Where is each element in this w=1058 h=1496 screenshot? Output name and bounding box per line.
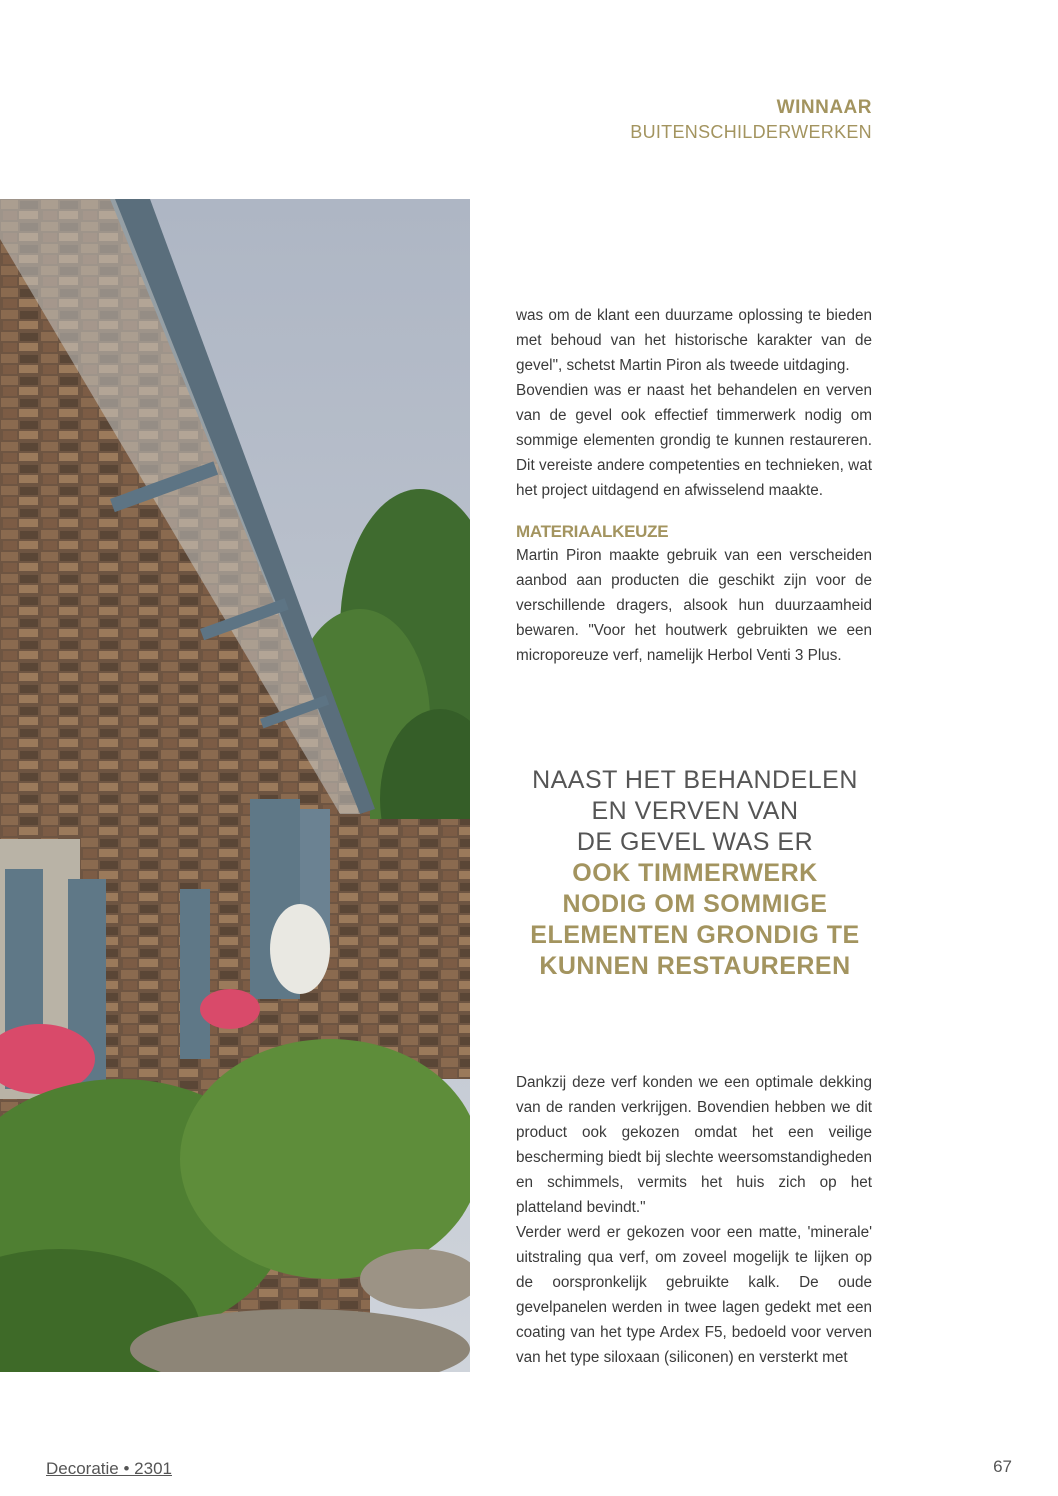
pull-quote-highlight: NODIG OM SOMMIGE bbox=[562, 890, 828, 918]
page-number: 67 bbox=[993, 1457, 1012, 1476]
pull-quote-highlight: ELEMENTEN GRONDIG TE bbox=[530, 921, 860, 949]
article-header bbox=[630, 96, 872, 144]
pull-quote-line: NAAST HET BEHANDELEN bbox=[532, 766, 858, 794]
pull-quote-highlight: KUNNEN RESTAUREREN bbox=[539, 952, 851, 980]
paragraph: was om de klant een duurzame oplossing te bieden met behoud van het historische karakter van de gevel", schetst Martin Piron als tweede uitdaging. bbox=[516, 307, 872, 374]
header-kicker: WINNAAR bbox=[776, 97, 872, 118]
pull-quote-highlight: OOK TIMMERWERK bbox=[572, 859, 818, 887]
paragraph: Dankzij deze verf konden we een optimale dekking van de randen verkrijgen. Bovendien hebben we dit product ook gekozen omdat het een veilige bescherming biedt bij slechte weersomstandigheden en schimmels, vermits het huis zich op het platteland bevindt." bbox=[516, 1074, 872, 1216]
text-column-bottom bbox=[516, 1070, 872, 1370]
paragraph: Martin Piron maakte gebruik van een verscheiden aanbod aan producten die geschikt zijn voor de verschillende dragers, alsook hun duurzaamheid bewaren. "Voor het houtwerk gebruikten we een microporeuze verf, namelijk Herbol Venti 3 Plus. bbox=[516, 547, 872, 664]
text-column-top bbox=[516, 303, 872, 668]
header-section: BUITENSCHILDERWERKEN bbox=[630, 122, 872, 142]
pull-quote-line: EN VERVEN VAN bbox=[591, 797, 799, 825]
paragraph: Bovendien was er naast het behandelen en verven van de gevel ook effectief timmerwerk nodig om sommige elementen grondig te kunnen restaureren. Dit vereiste andere competenties en technieken, wat het project uitdagend en afwisselend maakte. bbox=[516, 382, 872, 499]
magazine-footer-link[interactable]: Decoratie • 2301 bbox=[46, 1459, 172, 1478]
subheading-materiaalkeuze: MATERIAALKEUZE bbox=[516, 522, 669, 541]
pull-quote bbox=[500, 765, 890, 982]
pull-quote-line: DE GEVEL WAS ER bbox=[576, 828, 814, 856]
paragraph: Verder werd er gekozen voor een matte, 'minerale' uitstraling qua verf, om zoveel mogelijk te lijken op de oorspronkelijk gebruikte kalk. De oude gevelpanelen werden in twee lagen gedekt met een coating van het type Ardex F5, bedoeld voor verven van het type siloxaan (siliconen) en versterkt met bbox=[516, 1224, 872, 1366]
stone-farmhouse-facade-image bbox=[0, 199, 470, 1372]
